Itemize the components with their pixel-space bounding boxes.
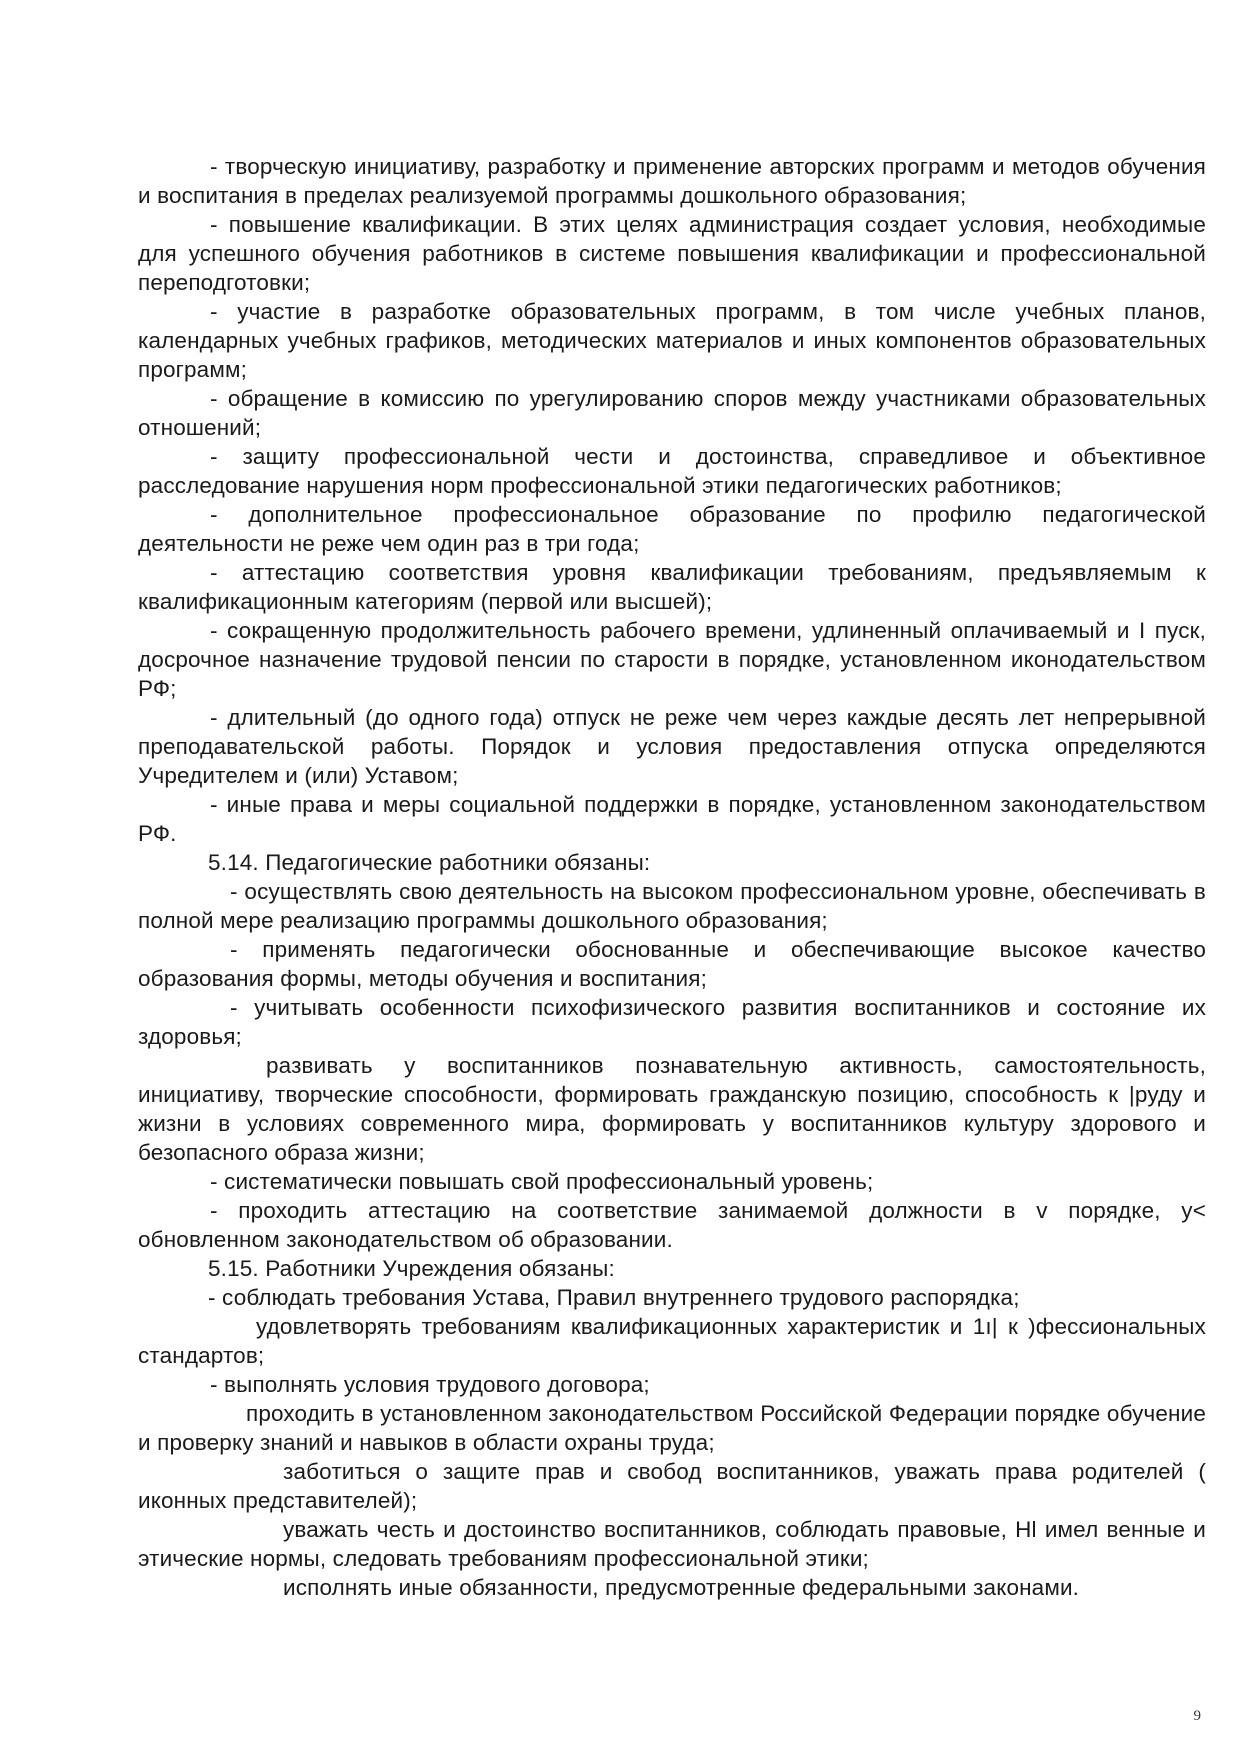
paragraph: - творческую инициативу, разработку и применение авторских программ и методов обучения и воспитания в пределах реализуемой программы дошкольного образования; <box>138 154 1206 208</box>
paragraph: - участие в разработке образовательных программ, в том числе учебных планов, календарных учебных графиков, методических материалов и иных компонентов образовательных программ; <box>138 299 1206 382</box>
paragraph: заботиться о защите прав и свобод воспитанников, уважать права родителей ( иконных представителей); <box>138 1459 1206 1513</box>
paragraph: - сокращенную продолжительность рабочего времени, удлиненный оплачиваемый и I пуск, досрочное назначение трудовой пенсии по старости в порядке, установленном иконодательством РФ; <box>138 618 1206 701</box>
paragraph: - повышение квалификации. В этих целях администрация создает условия, необходимые для успешного обучения работников в системе повышения квалификации и профессиональной переподготовки; <box>138 212 1206 295</box>
paragraph: - длительный (до одного года) отпуск не реже чем через каждые десять лет непрерывной преподавательской работы. Порядок и условия предоставления отпуска определяются Учредителем и (или) Уставом; <box>138 705 1206 788</box>
paragraph: развивать у воспитанников познавательную активность, самостоятельность, инициативу, творческие способности, формировать гражданскую позицию, способность к |руду и жизни в условиях современного мира, формировать у воспитанников культуру здорового и безопасного образа жизни; <box>138 1053 1206 1165</box>
paragraph: - иные права и меры социальной поддержки в порядке, установленном законодательством РФ. <box>138 792 1206 846</box>
page-number: 9 <box>1193 1708 1201 1724</box>
paragraph: - учитывать особенности психофизического развития воспитанников и состояние их здоровья; <box>138 995 1206 1049</box>
paragraph: исполнять иные обязанности, предусмотренные федеральными законами. <box>283 1575 1080 1600</box>
paragraph: 5.15. Работники Учреждения обязаны: <box>208 1256 615 1281</box>
paragraph: удовлетворять требованиям квалификационных характеристик и 1ı| к )фессиональных стандартов; <box>138 1314 1206 1368</box>
paragraph: - дополнительное профессиональное образование по профилю педагогической деятельности не реже чем один раз в три года; <box>138 502 1206 556</box>
paragraph: - осуществлять свою деятельность на высоком профессиональном уровне, обеспечивать в полной мере реализацию программы дошкольного образования; <box>138 879 1206 933</box>
paragraph: - применять педагогически обоснованные и обеспечивающие высокое качество образования формы, методы обучения и воспитания; <box>138 937 1206 991</box>
paragraph: - соблюдать требования Устава, Правил внутреннего трудового распорядка; <box>208 1285 1020 1310</box>
paragraph: - выполнять условия трудового договора; <box>210 1372 650 1397</box>
document-body <box>138 152 1206 1602</box>
paragraph: 5.14. Педагогические работники обязаны: <box>208 850 651 875</box>
paragraph: - защиту профессиональной чести и достоинства, справедливое и объективное расследование нарушения норм профессиональной этики педагогических работников; <box>138 444 1206 498</box>
paragraph: уважать честь и достоинство воспитанников, соблюдать правовые, Hl имел венные и этические нормы, следовать требованиям профессиональной этики; <box>138 1517 1206 1571</box>
paragraph: - аттестацию соответствия уровня квалификации требованиям, предъявляемым к квалификационным категориям (первой или высшей); <box>138 560 1206 614</box>
paragraph: проходить в установленном законодательством Российской Федерации порядке обучение и проверку знаний и навыков в области охраны труда; <box>138 1401 1206 1455</box>
paragraph: - обращение в комиссию по урегулированию споров между участниками образовательных отношений; <box>138 386 1206 440</box>
paragraph: - систематически повышать свой профессиональный уровень; <box>210 1169 874 1194</box>
paragraph: - проходить аттестацию на соответствие занимаемой должности в v порядке, у< обновленном законодательством об образовании. <box>138 1198 1206 1252</box>
